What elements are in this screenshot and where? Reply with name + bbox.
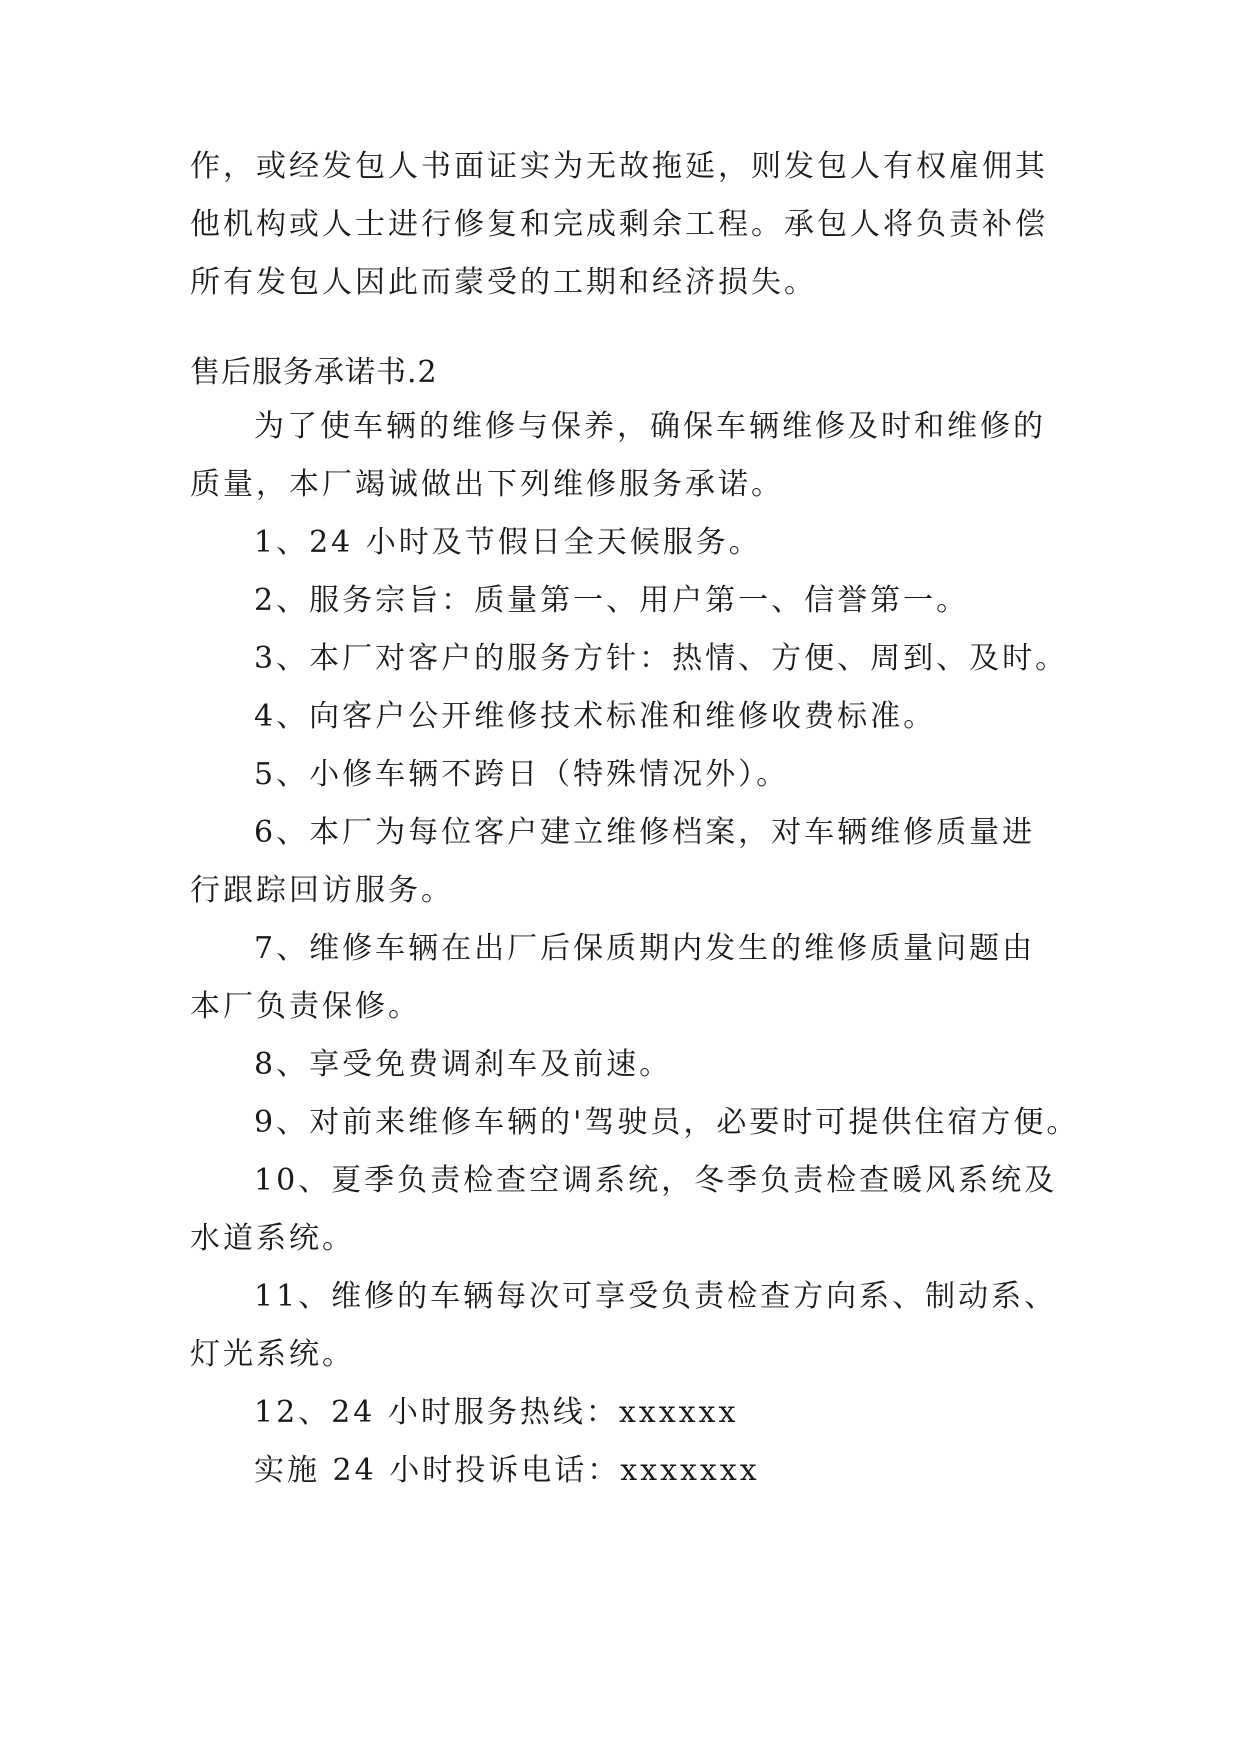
list-item: 2、服务宗旨：质量第一、用户第一、信誉第一。 (254, 583, 970, 618)
list-item: 实施 24 小时投诉电话：xxxxxxx (254, 1453, 760, 1488)
list-item: 7、维修车辆在出厂后保质期内发生的维修质量问题由 (254, 931, 1036, 966)
paragraph-line: 作，或经发包人书面证实为无故拖延，则发包人有权雇佣其 (190, 149, 1048, 184)
intro-line: 为了使车辆的维修与保养，确保车辆维修及时和维修的 (254, 409, 1046, 444)
section-body (190, 398, 1080, 1500)
list-item: 3、本厂对客户的服务方针：热情、方便、周到、及时。 (254, 641, 1069, 676)
list-item: 5、小修车辆不跨日（特殊情况外）。 (254, 757, 790, 792)
list-item-continuation: 行跟踪回访服务。 (190, 873, 454, 908)
list-item-continuation: 本厂负责保修。 (190, 989, 421, 1024)
list-item: 11、维修的车辆每次可享受负责检查方向系、制动系、 (254, 1279, 1058, 1314)
list-item: 9、对前来维修车辆的'驾驶员，必要时可提供住宿方便。 (254, 1105, 1080, 1140)
list-item: 12、24 小时服务热线：xxxxxx (254, 1395, 739, 1430)
list-item: 6、本厂为每位客户建立维修档案，对车辆维修质量进 (254, 815, 1036, 850)
section-heading (190, 344, 1070, 402)
paragraph-line: 他机构或人士进行修复和完成剩余工程。承包人将负责补偿 (190, 207, 1048, 242)
paragraph-line: 所有发包人因此而蒙受的工期和经济损失。 (190, 265, 817, 300)
heading-text: 售后服务承诺书.2 (190, 355, 438, 390)
list-item-continuation: 水道系统。 (190, 1221, 355, 1256)
intro-line: 质量，本厂竭诚做出下列维修服务承诺。 (190, 467, 784, 502)
list-item: 8、享受免费调刹车及前速。 (254, 1047, 673, 1082)
list-item: 1、24 小时及节假日全天候服务。 (254, 525, 762, 560)
list-item-continuation: 灯光系统。 (190, 1337, 355, 1372)
list-item: 4、向客户公开维修技术标准和维修收费标准。 (254, 699, 937, 734)
list-item: 10、夏季负责检查空调系统，冬季负责检查暖风系统及 (254, 1163, 1058, 1198)
continuation-paragraph (190, 138, 1070, 312)
